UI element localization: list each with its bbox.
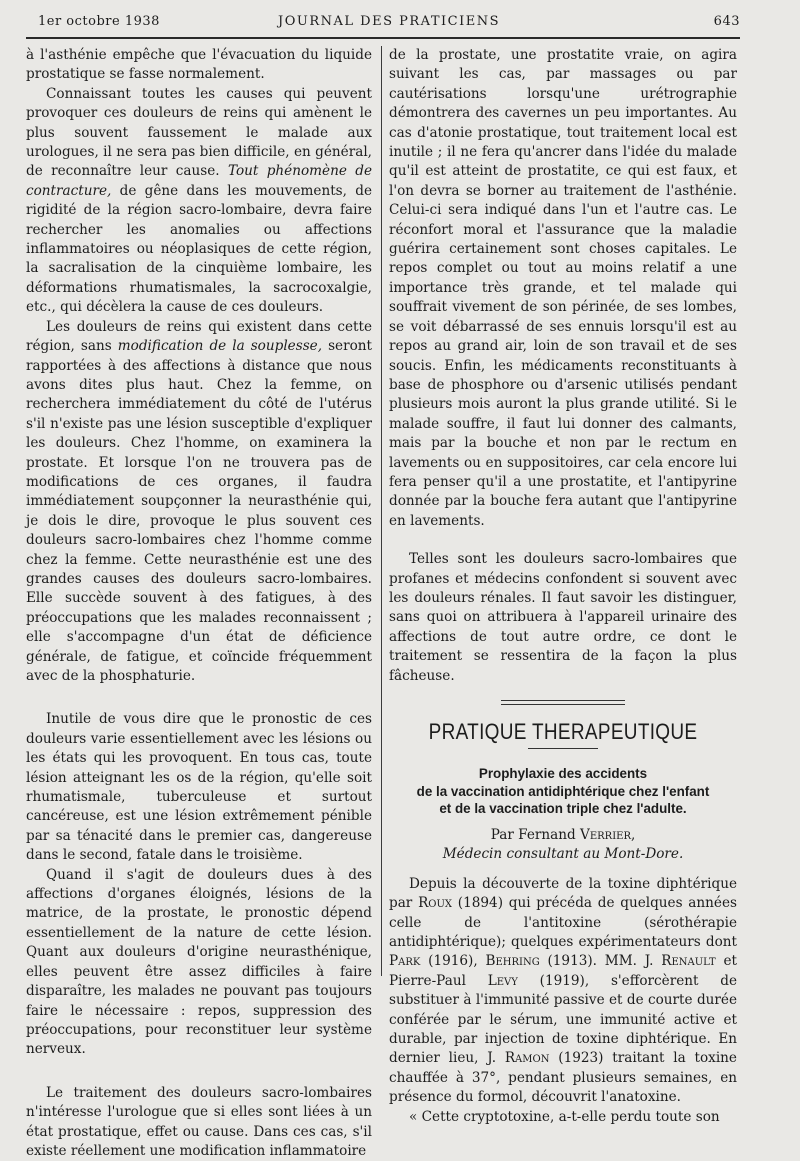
paragraph: à l'asthénie empêche que l'évacuation du liquide prostatique se fasse normalement. [26, 47, 372, 83]
section-title: PRATIQUE THERAPEUTIQUE [428, 720, 698, 745]
author-reference: Roux [418, 895, 453, 912]
author-reference: Renault [661, 953, 716, 970]
italic-phrase: Tout phénomène de contracture, [26, 163, 372, 199]
paragraph: Inutile de vous dire que le pronostic de ces douleurs varie essentiellement avec les lésions ou les états qui les provoquent. En tous cas, toute lésion atteignant les os de la région, qu'elle soit rhumatismale, tuberculeuse et surtout cancéreuse, est une lésion extrêmement pénible par sa ténacité dans le premier cas, dangereuse dans le second, fatale dans le troisième. [26, 711, 372, 864]
byline-prefix: Par Fernand [490, 826, 576, 843]
article-title [389, 765, 737, 818]
article-title-line: de la vaccination antidiphtérique chez l'enfant [416, 783, 710, 799]
text-run: de gêne dans les mouvements, de rigidité de la région sacro-lombaire, devra faire rechercher les anomalies ou affections inflammatoires ou néoplasiques de cette région, la sacralisation de la cinquième lombaire, les déformations rhumatismales, la sacrocoxalgie, etc., qui décèlera la cause de ces douleurs. [26, 182, 372, 316]
author-affiliation: Médecin consultant au Mont-Dore. [442, 846, 684, 863]
author-reference: Park [389, 953, 421, 970]
author-reference: Behring [485, 953, 540, 970]
page-number: 643 [713, 14, 740, 29]
text-run: (1916), [428, 953, 478, 970]
text-run: Depuis la découverte de la toxine diphtérique par [389, 875, 737, 912]
text-run: (1919), s'efforcèrent de substituer à l'immunité passive et de courte durée conférée par le sérum, une immunité active et durable, par injection de toxine diphtérique. En dernier lieu, J. [389, 972, 737, 1067]
text-run: (1923) traitant la toxine chauffée à 37°, pendant plusieurs semaines, en présence du formol, découvrit l'anatoxine. [389, 1050, 737, 1106]
paragraph [26, 318, 372, 687]
text-run: Les douleurs de reins qui existent dans cette région, sans [26, 318, 372, 355]
article-title-line: Prophylaxie des accidents [478, 766, 648, 782]
text-run: (1913). MM. J. [547, 953, 654, 970]
right-column [389, 46, 737, 1127]
paragraph: Quand il s'agit de douleurs dues à des affections d'organes éloignés, lésions de la matrice, de la prostate, le pronostic dépend essentiellement de la nature de cette lésion. Quant aux douleurs d'origine neurasthénique, elles peuvent être assez difficiles à faire disparaître, les malades ne pouvant pas toujours faire le nécessaire : repos, suppression des préoccupations, pour reconstituer leur système nerveux. [26, 866, 372, 1058]
issue-date: 1er octobre 1938 [38, 14, 160, 29]
author-reference: Levy [487, 972, 518, 989]
journal-title: JOURNAL DES PRATICIENS [278, 14, 500, 29]
header-rule [26, 37, 740, 39]
author-name: Verrier, [580, 826, 636, 843]
paragraph: Le traitement des douleurs sacro-lombaires n'intéresse l'urologue que si elles sont liées à un état prostatique, effet ou cause. Dans ces cas, s'il existe réellement une modification inflammatoire [26, 1084, 372, 1159]
left-column [26, 46, 372, 1161]
text-run: seront rapportées à des affections à distance que nous avons dites plus haut. Chez la femme, on recherchera immédiatement du côté de l'utérus s'il n'existe pas une lésion susceptible d'expliquer les douleurs. Chez l'homme, on examinera la prostate. Et lorsque l'on ne trouvera pas de modifications de ces organes, il faudra immédiatement soupçonner la neurasthénie qui, je dois le dire, provoque le plus souvent ces douleurs sacro-lombaires chez l'homme comme chez la femme. Cette neurasthénie est une des grandes causes des douleurs sacro-lombaires. Elle succède souvent à des fatigues, à des préoccupations que les malades reconnaissent ; elle s'accompagne d'un état de déficience générale, de fatigue, et coïncide fréquemment avec de la phosphaturie. [26, 338, 372, 684]
article-title-line: et de la vaccination triple chez l'adulte. [439, 801, 687, 817]
byline [389, 826, 737, 845]
paragraph [26, 85, 372, 318]
author-reference: Ramon [504, 1050, 550, 1067]
italic-phrase: modification de la souplesse, [117, 338, 323, 355]
paragraph: « Cette cryptotoxine, a-t-elle perdu toute son [409, 1108, 720, 1125]
title-underline [528, 748, 598, 749]
section-separator [501, 700, 625, 705]
text-run: (1894) qui précéda de quelques années celle de l'antitoxine (sérothérapie antidiphtérique); quelques expérimentateurs dont [389, 895, 737, 950]
paragraph: Telles sont les douleurs sacro-lombaires que profanes et médecins confondent si souvent avec les douleurs rénales. Il faut savoir les distinguer, sans quoi on attribuera à l'appareil urinaire des affections de tout autre ordre, ce dont le traitement se ressentira de la façon la plus fâcheuse. [389, 551, 737, 684]
column-divider [381, 46, 382, 976]
text-run: Connaissant toutes les causes qui peuvent provoquer ces douleurs de reins qui amènent le plus souvent faussement le malade aux urologues, il ne sera pas bien difficile, en général, de reconnaître leur cause. [26, 85, 372, 180]
paragraph [389, 875, 737, 1108]
paragraph: de la prostate, une prostatite vraie, on agira suivant les cas, par massages ou par cautérisations lorsqu'une urétrographie démontrera des cavernes un peu importantes. Au cas d'atonie prostatique, tout traitement local est inutile ; il ne fera qu'ancrer dans l'idée du malade qu'il est atteint de prostatite, ce qui est faux, et l'on devra se borner au traitement de l'asthénie. Celui-ci sera indiqué dans l'un et l'autre cas. Le réconfort moral et l'assurance que la maladie guérira certainement sont choses capitales. Le repos complet ou tout au moins relatif a une importance très grande, et tel malade qui souffrait vivement de son périnée, de ses lombes, se voit débarrassé de ses ennuis lorsqu'il est au repos au grand air, loin de son travail et de ses soucis. Enfin, les médicaments reconstituants à base de phosphore ou d'arsenic utilisés pendant plusieurs mois auront la plus grande utilité. Si le malade souffre, il faut lui donner des calmants, mais par la bouche et non par le rectum en lavements ou en suppositoires, car cela encore lui fera penser qu'il a une prostatite, et l'antipyrine donnée par la bouche fera autant que l'antipyrine en lavements. [389, 47, 737, 529]
running-header [38, 14, 740, 38]
text-run: et Pierre-Paul [389, 953, 737, 989]
